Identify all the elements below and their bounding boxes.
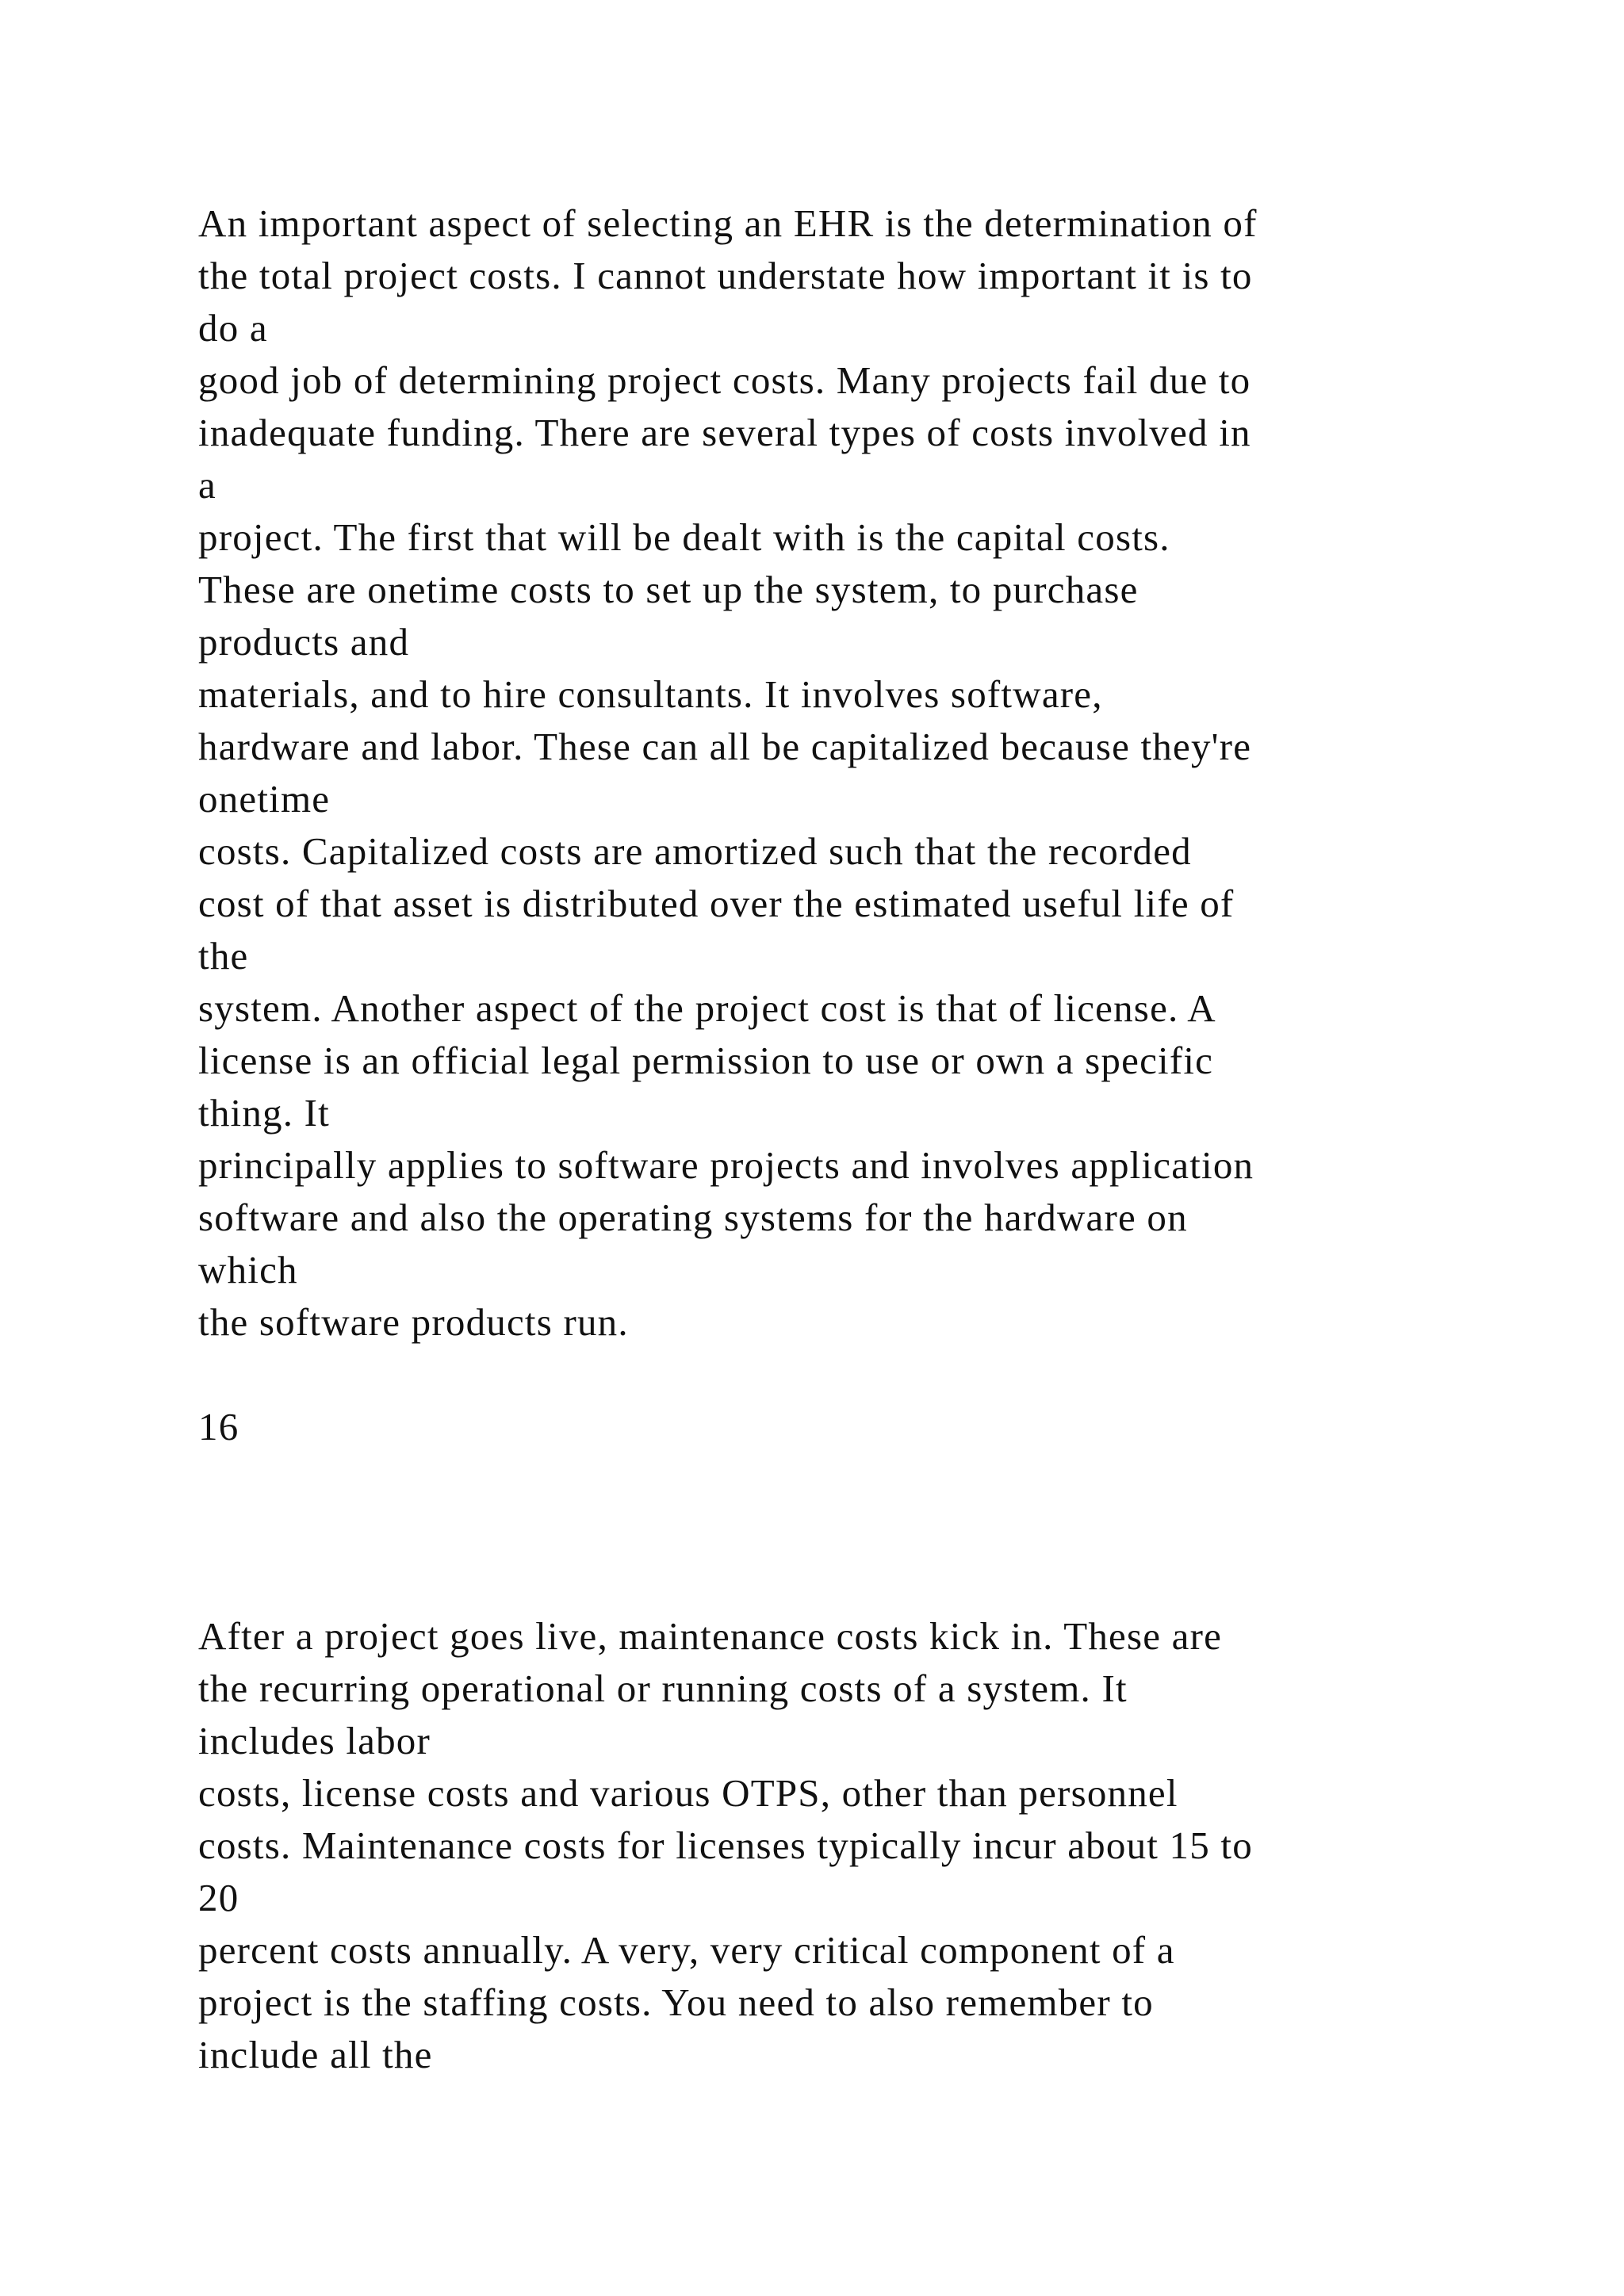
text-line: onetime [198,777,331,821]
text-line: system. Another aspect of the project cost is that of license. A [198,986,1216,1030]
text-line: which [198,1248,298,1292]
text-line: the recurring operational or running costs of a system. It [198,1667,1128,1710]
text-line: products and [198,620,410,664]
text-line: include all the [198,2033,433,2076]
text-line: good job of determining project costs. Many projects fail due to [198,358,1251,402]
text-line: percent costs annually. A very, very critical component of a [198,1928,1175,1972]
text-line: the software products run. [198,1300,629,1344]
text-line: materials, and to hire consultants. It involves software, [198,672,1103,716]
text-line: a [198,463,216,507]
text-line: After a project goes live, maintenance costs kick in. These are [198,1614,1223,1658]
text-line: do a [198,306,268,350]
text-line: An important aspect of selecting an EHR is the determination of [198,201,1258,245]
text-line: license is an official legal permission to use or own a specific [198,1039,1214,1082]
text-line: thing. It [198,1091,330,1135]
text-line: cost of that asset is distributed over the estimated useful life of [198,882,1235,925]
text-line: inadequate funding. There are several types of costs involved in [198,411,1251,454]
text-line: principally applies to software projects and involves application [198,1143,1254,1187]
text-line: costs. Capitalized costs are amortized such that the recorded [198,829,1192,873]
page-number: 16 [198,1405,239,1448]
text-line: software and also the operating systems for the hardware on [198,1196,1188,1239]
text-line: includes labor [198,1719,431,1762]
text-line: 20 [198,1876,239,1919]
text-line: the [198,934,249,978]
text-line: project. The first that will be dealt with is the capital costs. [198,515,1170,559]
text-line: costs. Maintenance costs for licenses typically incur about 15 to [198,1823,1253,1867]
text-line: costs, license costs and various OTPS, other than personnel [198,1771,1178,1815]
text-line: These are onetime costs to set up the system, to purchase [198,568,1139,611]
text-line: the total project costs. I cannot understate how important it is to [198,254,1253,297]
text-line: project is the staffing costs. You need to also remember to [198,1980,1154,2024]
text-line: hardware and labor. These can all be capitalized because they're [198,725,1252,768]
